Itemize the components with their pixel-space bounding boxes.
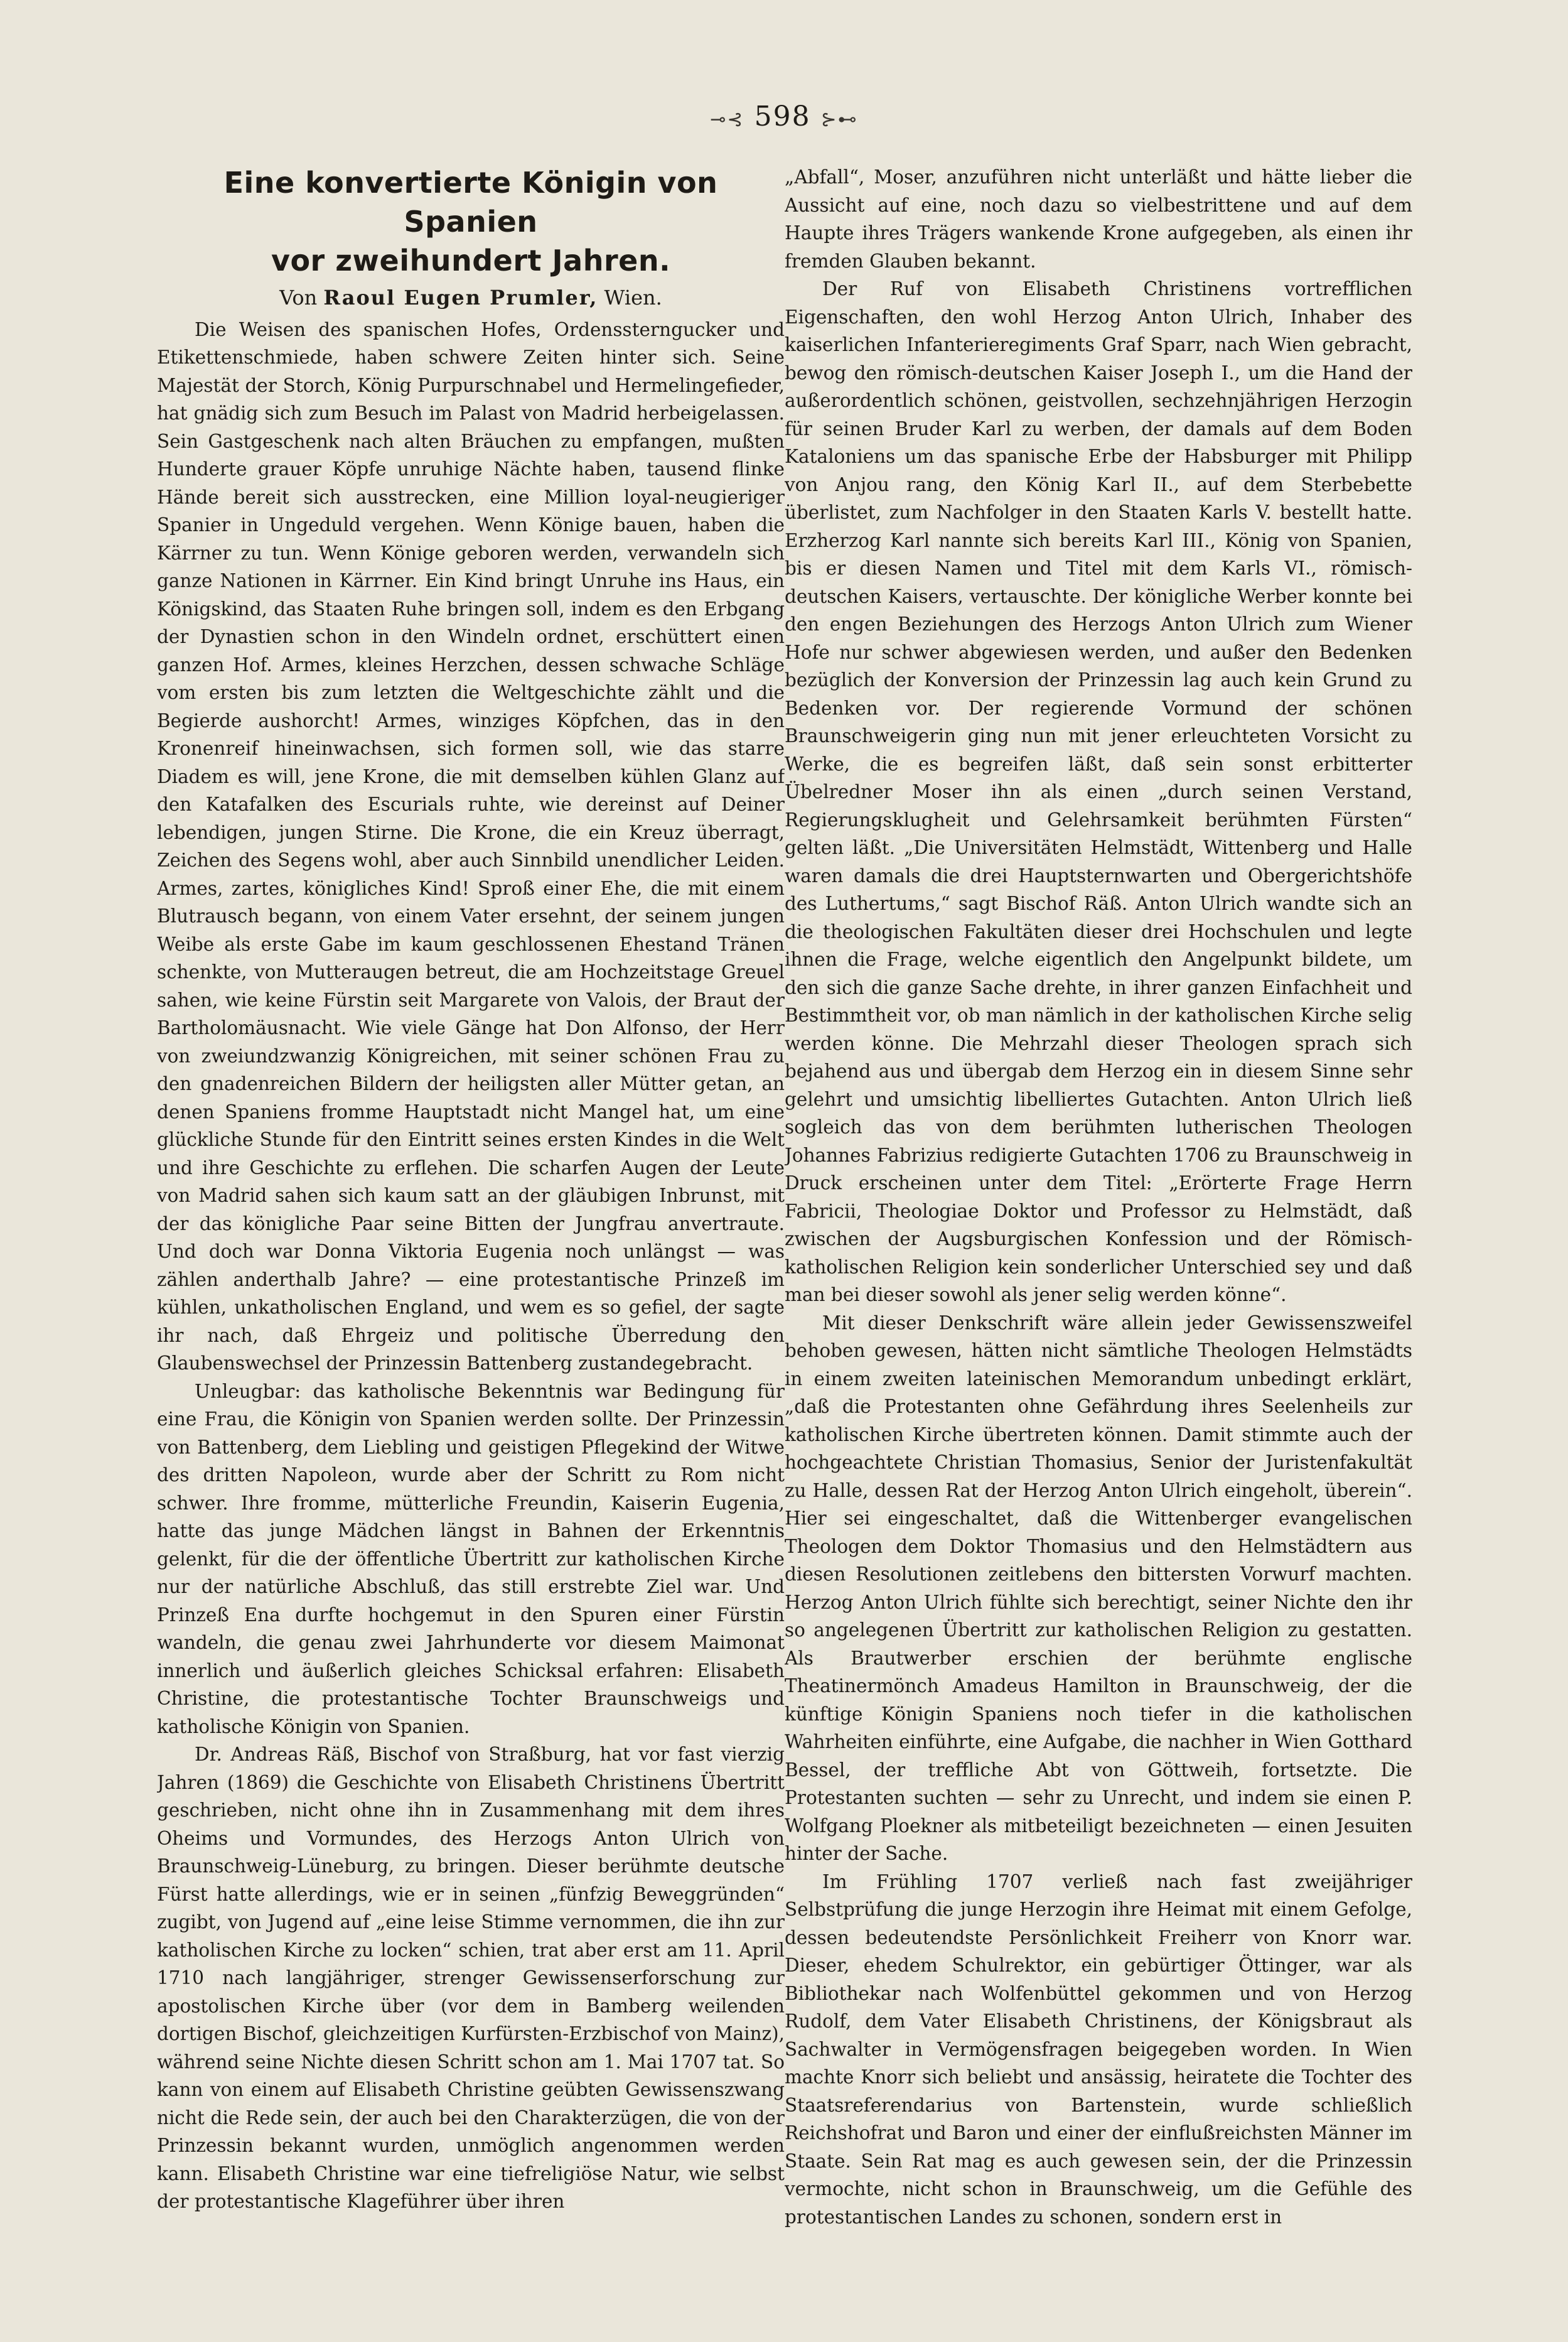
- article-title: [157, 163, 785, 280]
- byline-author: Raoul Eugen Prumler,: [323, 286, 598, 310]
- paragraph: Der Ruf von Elisabeth Christinens vortrefflichen Eigenschaften, den wohl Herzog Anton Ulrich, Inhaber des kaiserlichen Infanterieregiments Graf Sparr, nach Wien gebracht, bewog den römisch-deutschen Kaiser Joseph I., um die Hand der außerordentlich schönen, geistvollen, sechzehnjährigen Herzogin für seinen Bruder Karl zu werben, der damals auf dem Boden Kataloniens um das spanische Erbe der Habsburger mit Philipp von Anjou rang, den König Karl II., auf dem Sterbebette überlistet, zum Nachfolger in den Staaten Karls V. bestellt hatte. Erzherzog Karl nannte sich bereits Karl III., König von Spanien, bis er diesen Namen und Titel mit dem Karls VI., römisch-deutschen Kaisers, vertauschte. Der königliche Werber konnte bei den engen Beziehungen des Herzogs Anton Ulrich zum Wiener Hofe nur schwer abgewiesen werden, und außer den Bedenken bezüglich der Konversion der Prinzessin lag auch kein Grund zu Bedenken vor. Der regierende Vormund der schönen Braunschweigerin ging nun mit jener erleuchteten Vorsicht zu Werke, die es begreifen läßt, daß sein sonst erbitterter Übelredner Moser ihn als einen „durch seinen Verstand, Regierungsklugheit und Gelehrsamkeit berühmten Fürsten“ gelten läßt. „Die Universitäten Helmstädt, Wittenberg und Halle waren damals die drei Hauptsternwarten und Obergerichtshöfe des Luthertums,“ sagt Bischof Räß. Anton Ulrich wandte sich an die theologischen Fakultäten dieser drei Hochschulen und legte ihnen die Frage, welche eigentlich den Angelpunkt bildete, um den sich die ganze Sache drehte, in ihrer ganzen Einfachheit und Bestimmtheit vor, ob man nämlich in der katholischen Kirche selig werden könne. Die Mehrzahl dieser Theologen sprach sich bejahend aus und übergab dem Herzog ein in diesem Sinne sehr gelehrt und umsichtig libelliertes Gutachten. Anton Ulrich ließ sogleich das von dem berühmten lutherischen Theologen Johannes Fabrizius redigierte Gutachten 1706 zu Braunschweig in Druck erscheinen unter dem Titel: „Erörterte Frage Herrn Fabricii, Theologiae Doktor und Professor zu Helmstädt, daß zwischen der Augsburgischen Konfession und der Römisch-katholischen Religion kein sonderlicher Unterschied sey und daß man bei dieser sowohl als jener selig werden könne“.: [785, 278, 1412, 1305]
- paragraph: Unleugbar: das katholische Bekenntnis war Bedingung für eine Frau, die Königin von Spanien werden sollte. Der Prinzessin von Battenberg, dem Liebling und geistigen Pflegekind der Witwe des dritten Napoleon, wurde aber der Schritt zu Rom nicht schwer. Ihre fromme, mütterliche Freundin, Kaiserin Eugenia, hatte das junge Mädchen längst in Bahnen der Erkenntnis gelenkt, für die der öffentliche Übertritt zur katholischen Kirche nur der natürliche Abschluß, das still erstrebte Ziel war. Und Prinzeß Ena durfte hochgemut in den Spuren einer Fürstin wandeln, die genau zwei Jahrhunderte vor diesem Maimonat innerlich und äußerlich gleiches Schicksal erfahren: Elisabeth Christine, die protestantische Tochter Braunschweigs und katholische Königin von Spanien.: [157, 1380, 785, 1737]
- ornament-left-icon: ⊸⊰: [710, 109, 744, 131]
- paragraph: Die Weisen des spanischen Hofes, Ordenssterngucker und Etikettenschmiede, haben schwere Zeiten hinter sich. Seine Majestät der Storch, König Purpurschnabel und Hermelingefieder, hat gnädig sich zum Besuch im Palast von Madrid herbeigelassen. Sein Gastgeschenk nach alten Bräuchen zu empfangen, mußten Hunderte grauer Köpfe unruhige Nächte haben, tausend flinke Hände bereit sich ausstrecken, eine Million loyal-neugieriger Spanier in Ungeduld vergehen. Wenn Könige bauen, haben die Kärrner zu tun. Wenn Könige geboren werden, verwandeln sich ganze Nationen in Kärrner. Ein Kind bringt Unruhe ins Haus, ein Königskind, das Staaten Ruhe bringen soll, indem es den Erbgang der Dynastien schon in den Windeln ordnet, erschüttert einen ganzen Hof. Armes, kleines Herzchen, dessen schwache Schläge vom ersten bis zum letzten die Weltgeschichte zählt und die Begierde aushorcht! Armes, winziges Köpfchen, das in den Kronenreif hineinwachsen, sich formen soll, wie das starre Diadem es will, jene Krone, die mit demselben kühlen Glanz auf den Katafalken des Escurials ruhte, wie dereinst auf Deiner lebendigen, jungen Stirne. Die Krone, die ein Kreuz überragt, Zeichen des Segens wohl, aber auch Sinnbild unendlicher Leiden. Armes, zartes, königliches Kind! Sproß einer Ehe, die mit einem Blutrausch begann, von einem Vater ersehnt, der seinem jungen Weibe als erste Gabe im kaum geschlossenen Ehestand Tränen schenkte, von Mutteraugen betreut, die am Hochzeitstage Greuel sahen, wie keine Fürstin seit Margarete von Valois, der Braut der Bartholomäusnacht. Wie viele Gänge hat Don Alfonso, der Herr von zweiundzwanzig Königreichen, mit seiner schönen Frau zu den gnadenreichen Bildern der heiligsten aller Mütter getan, an denen Spaniens fromme Hauptstadt nicht Mangel hat, um eine glückliche Stunde für den Eintritt seines ersten Kindes in die Welt und ihre Geschichte zu erflehen. Die scharfen Augen der Leute von Madrid sahen sich kaum satt an der gläubigen Inbrunst, mit der das königliche Paar seine Bitten der Jungfrau anvertraute. Und doch war Donna Viktoria Eugenia noch unlängst — was zählen anderthalb Jahre? — eine protestantische Prinzeß im kühlen, unkatholischen England, und wem es so gefiel, der sagte ihr nach, daß Ehrgeiz und politische Überredung den Glaubenswechsel der Prinzessin Battenberg zustandegebracht.: [157, 318, 785, 1374]
- paragraph: Im Frühling 1707 verließ nach fast zweijähriger Selbstprüfung die junge Herzogin ihre Heimat mit einem Gefolge, dessen bedeutendste Persönlichkeit Freiherr von Knorr war. Dieser, ehedem Schulrektor, ein gebürtiger Öttinger, war als Bibliothekar nach Wolfenbüttel gekommen und von Herzog Rudolf, dem Vater Elisabeth Christinens, der Königsbraut als Sachwalter in Vermögensfragen beigegeben worden. In Wien machte Knorr sich beliebt und ansässig, heiratete die Tochter des Staatsreferendarius von Bartenstein, wurde schließlich Reichshofrat und Baron und einer der einflußreichsten Männer im Staate. Sein Rat mag es auch gewesen sein, der die Prinzessin vermochte, nicht schon in Braunschweig, um die Gefühle des protestantischen Landes zu schonen, sondern erst in: [785, 1870, 1412, 2228]
- right-column: [785, 163, 1412, 2298]
- left-column: [157, 163, 785, 2298]
- article-title-line2: vor zweihundert Jahren.: [271, 244, 671, 278]
- page-header: [0, 100, 1568, 132]
- article-title-line1: Eine konvertierte Königin von Spanien: [223, 166, 718, 239]
- ornament-right-icon: ⊱⊷: [820, 109, 858, 131]
- paragraph: Mit dieser Denkschrift wäre allein jeder Gewissenszweifel behoben gewesen, hätten nicht sämtliche Theologen Helmstädts in einem zweiten lateinischen Memorandum unbedingt erklärt, „daß die Protestanten ohne Gefährdung ihres Seelenheils zur katholischen Kirche übertreten können. Damit stimmte auch der hochgeachtete Christian Thomasius, Senior der Juristenfakultät zu Halle, dessen Rat der Herzog Anton Ulrich eingeholt, überein“. Hier sei eingeschaltet, daß die Wittenberger evangelischen Theologen dem Doktor Thomasius und den Helmstädtern aus diesen Resolutionen zeitlebens den bittersten Vorwurf machten. Herzog Anton Ulrich fühlte sich berechtigt, seiner Nichte den ihr so angelegenen Übertritt zur katholischen Religion zu gestatten. Als Brautwerber erschien der berühmte englische Theatinermönch Amadeus Hamilton in Braunschweig, der die künftige Königin Spaniens noch tiefer in die katholischen Wahrheiten einführte, eine Aufgabe, die nachher in Wien Gotthard Bessel, der treffliche Abt von Göttweih, fortsetzte. Die Protestanten suchten — sehr zu Unrecht, und indem sie einen P. Wolfgang Ploekner als mitbeteiligt bezeichneten — einen Jesuiten hinter der Sache.: [785, 1312, 1412, 1864]
- paragraph: Dr. Andreas Räß, Bischof von Straßburg, hat vor fast vierzig Jahren (1869) die Geschichte von Elisabeth Christinens Übertritt geschrieben, nicht ohne ihn in Zusammenhang mit dem ihres Oheims und Vormundes, des Herzogs Anton Ulrich von Braunschweig-Lüneburg, zu bringen. Dieser berühmte deutsche Fürst hatte allerdings, wie er in seinen „fünfzig Beweggründen“ zugibt, von Jugend auf „eine leise Stimme vernommen, die ihn zur katholischen Kirche zu locken“ schien, trat aber erst am 11. April 1710 nach langjähriger, strenger Gewissenserforschung zur apostolischen Kirche über (vor dem in Bamberg weilenden dortigen Bischof, gleichzeitigen Kurfürsten-Erzbischof von Mainz), während seine Nichte diesen Schritt schon am 1. Mai 1707 tat. So kann von einem auf Elisabeth Christine geübten Gewissenszwang nicht die Rede sein, der auch bei den Charakterzügen, die von der Prinzessin bekannt wurden, unmöglich angenommen werden kann. Elisabeth Christine war eine tiefreligiöse Natur, wie selbst der protestantische Klageführer über ihren: [157, 1744, 785, 2212]
- byline-place: Wien.: [604, 286, 662, 310]
- page-number: 598: [754, 100, 811, 132]
- byline-prefix: Von: [279, 286, 318, 310]
- paragraph-continued: „Abfall“, Moser, anzuführen nicht unterläßt und hätte lieber die Aussicht auf eine, noch dazu so vielbestrittene und auf dem Haupte ihres Trägers wankende Krone aufgegeben, als einen ihr fremden Glauben bekannt.: [785, 166, 1412, 272]
- article-byline: [157, 284, 785, 312]
